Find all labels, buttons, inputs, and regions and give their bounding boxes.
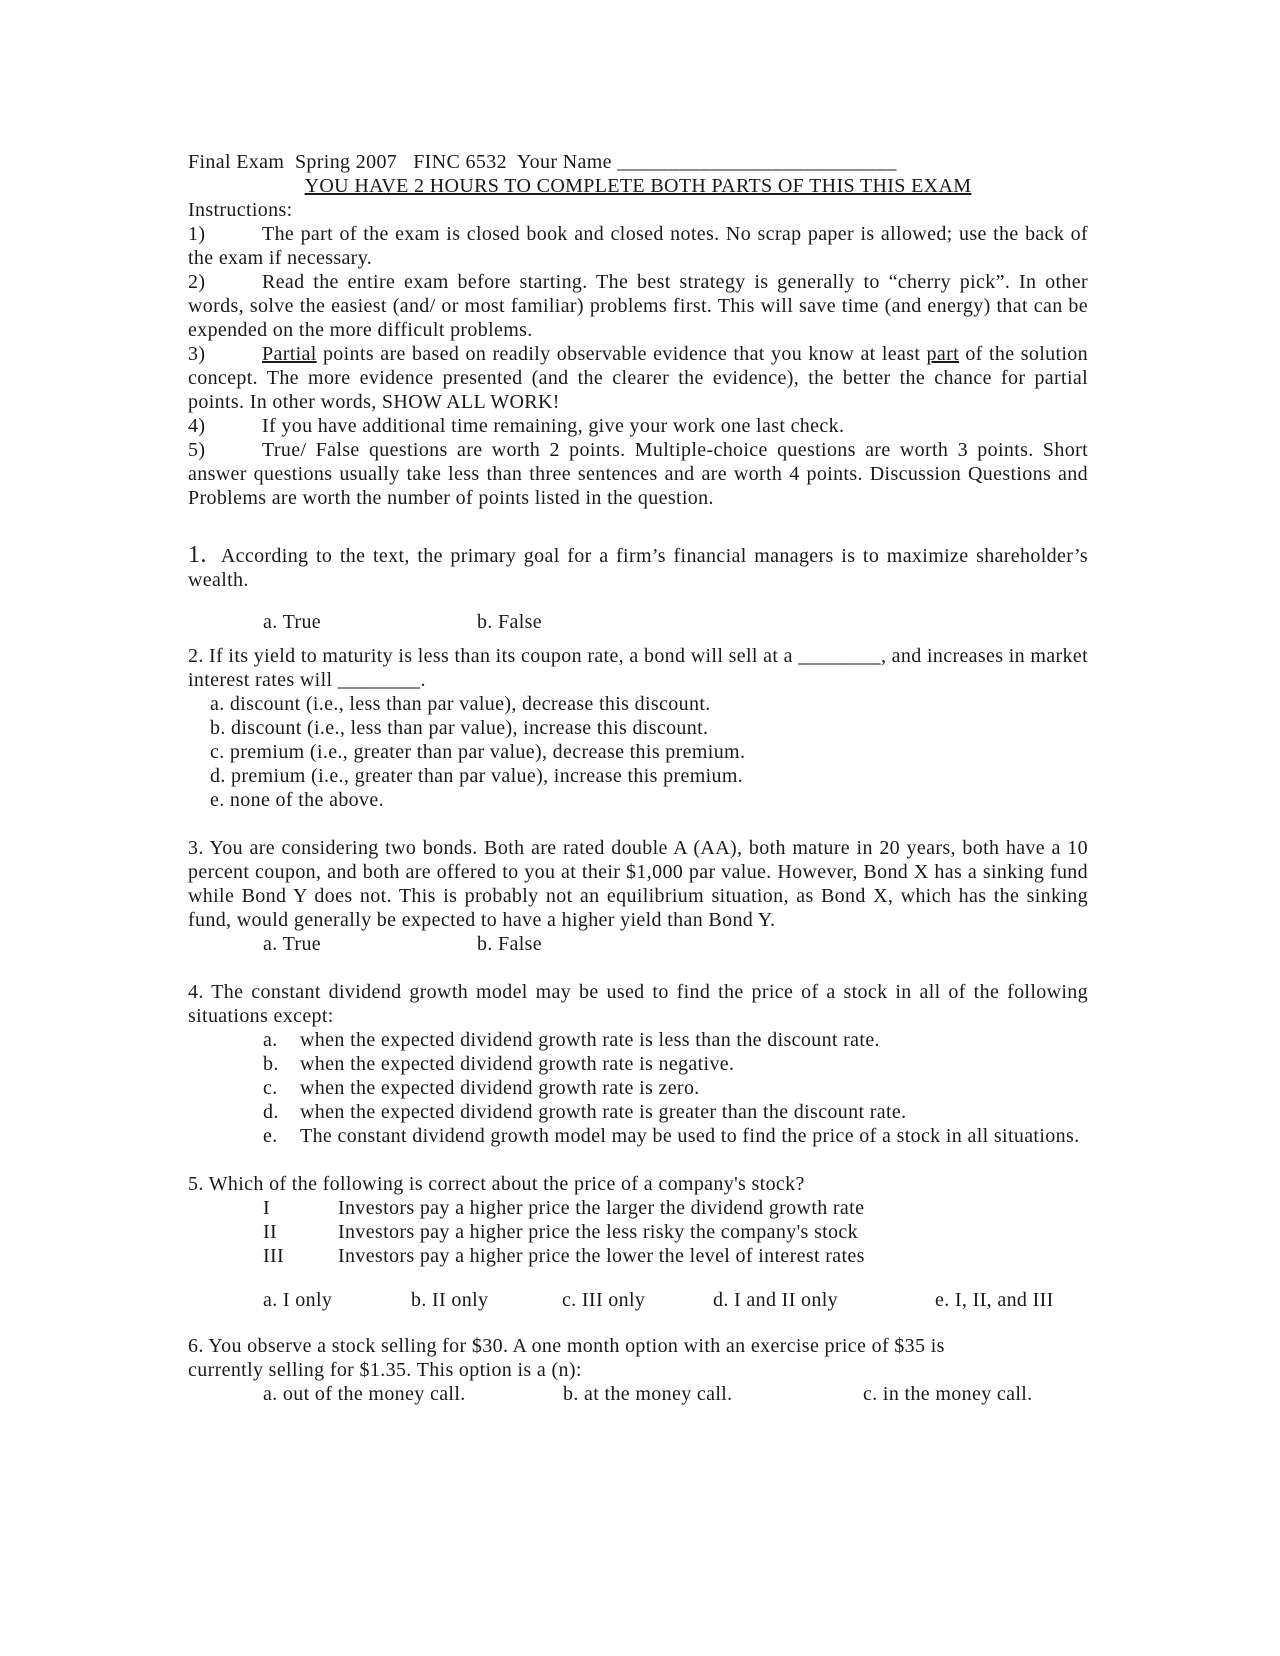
question-1-options (263, 610, 1088, 634)
question-3: 3. You are considering two bonds. Both are rated double A (AA), both mature in 20 years, both have a 10 percent coupon, and both are offered to you at their $1,000 par value. However, Bond X has a sinking fund while Bond Y does not. This is probably not an equilibrium situation, as Bond X, which has the sinking fund, would generally be expected to have a higher yield than Bond Y. (188, 837, 1088, 931)
option-c[interactable]: c. premium (i.e., greater than par value), decrease this premium. (210, 741, 746, 763)
option-d[interactable]: d. I and II only (713, 1289, 839, 1311)
exam-time-notice: YOU HAVE 2 HOURS TO COMPLETE BOTH PARTS OF THIS THIS EXAM (304, 175, 972, 197)
statement-row: II Investors pay a higher price the less risky the company's stock (263, 1221, 858, 1243)
instruction-item: 3) Partial points are based on readily observable evidence that you know at least part of the solution concept. The more evidence presented (and the clearer the evidence), the better the chance for partial points. In other words, SHOW ALL WORK! (188, 343, 1088, 413)
instruction-item: 5) True/ False questions are worth 2 points. Multiple-choice questions are worth 3 points. Short answer questions usually take less than three sentences and are worth 4 points. Discussion Questions and Problems are worth the number of points listed in the question. (188, 439, 1088, 509)
option-b[interactable]: b. discount (i.e., less than par value), increase this discount. (210, 717, 709, 739)
question-2-options (210, 692, 1088, 812)
instruction-item: 2) Read the entire exam before starting. The best strategy is generally to “cherry pick”. In other words, solve the easiest (and/ or most familiar) problems first. This will save time (and energy) that can be expended on the more difficult problems. (188, 271, 1089, 341)
question-1: 1. According to the text, the primary goal for a firm’s financial managers is to maximize shareholder’s wealth. (188, 542, 1088, 591)
question-6: 6. You observe a stock selling for $30. A one month option with an exercise price of $35 is currently selling for $1.35. This option is a (n): (188, 1335, 945, 1381)
instructions-label: Instructions: (188, 199, 293, 221)
question-4-options (263, 1028, 1088, 1124)
option-true[interactable]: a. True (263, 611, 322, 633)
option-c[interactable]: c. in the money call. (863, 1383, 1033, 1405)
option-b[interactable]: b. when the expected dividend growth rate is negative. (263, 1053, 735, 1075)
statement-row: III Investors pay a higher price the lower the level of interest rates (263, 1245, 865, 1267)
option-a[interactable]: a. I only (263, 1289, 333, 1311)
question-5: 5. Which of the following is correct about the price of a company's stock? (188, 1173, 805, 1195)
instruction-item: 4) If you have additional time remaining, give your work one last check. (188, 415, 845, 437)
option-a[interactable]: a. when the expected dividend growth rate is less than the discount rate. (263, 1029, 880, 1051)
option-e[interactable]: e. I, II, and III (935, 1289, 1054, 1311)
option-b[interactable]: b. at the money call. (563, 1383, 733, 1405)
instruction-item: 1) The part of the exam is closed book and closed notes. No scrap paper is allowed; use the back of the exam if necessary. (188, 223, 1088, 269)
statement-row: I Investors pay a higher price the larger the dividend growth rate (263, 1197, 865, 1219)
question-3-options (263, 932, 1088, 956)
option-e[interactable]: e. none of the above. (210, 789, 384, 811)
option-false[interactable]: b. False (477, 933, 543, 955)
question-2: 2. If its yield to maturity is less than its coupon rate, a bond will sell at a ________, and increases in market interest rates will ________. (188, 645, 1088, 691)
option-true[interactable]: a. True (263, 933, 322, 955)
option-b[interactable]: b. II only (411, 1289, 489, 1311)
question-5-options (188, 1288, 1088, 1312)
question-6-options (188, 1382, 1088, 1406)
option-e[interactable]: e. The constant dividend growth model may be used to find the price of a stock in all situations. (263, 1125, 1080, 1147)
option-c[interactable]: c. III only (562, 1289, 646, 1311)
exam-page (188, 150, 1088, 1406)
option-d[interactable]: d. premium (i.e., greater than par value), increase this premium. (210, 765, 744, 787)
question-4: 4. The constant dividend growth model may be used to find the price of a stock in all of the following situations except: (188, 981, 1088, 1027)
option-false[interactable]: b. False (477, 611, 543, 633)
option-d[interactable]: d. when the expected dividend growth rate is greater than the discount rate. (263, 1101, 907, 1123)
option-a[interactable]: a. out of the money call. (263, 1383, 466, 1405)
option-a[interactable]: a. discount (i.e., less than par value), decrease this discount. (210, 693, 711, 715)
exam-header-line: Final Exam Spring 2007 FINC 6532 Your Name ___________________________ (188, 151, 897, 173)
option-c[interactable]: c. when the expected dividend growth rate is zero. (263, 1077, 700, 1099)
